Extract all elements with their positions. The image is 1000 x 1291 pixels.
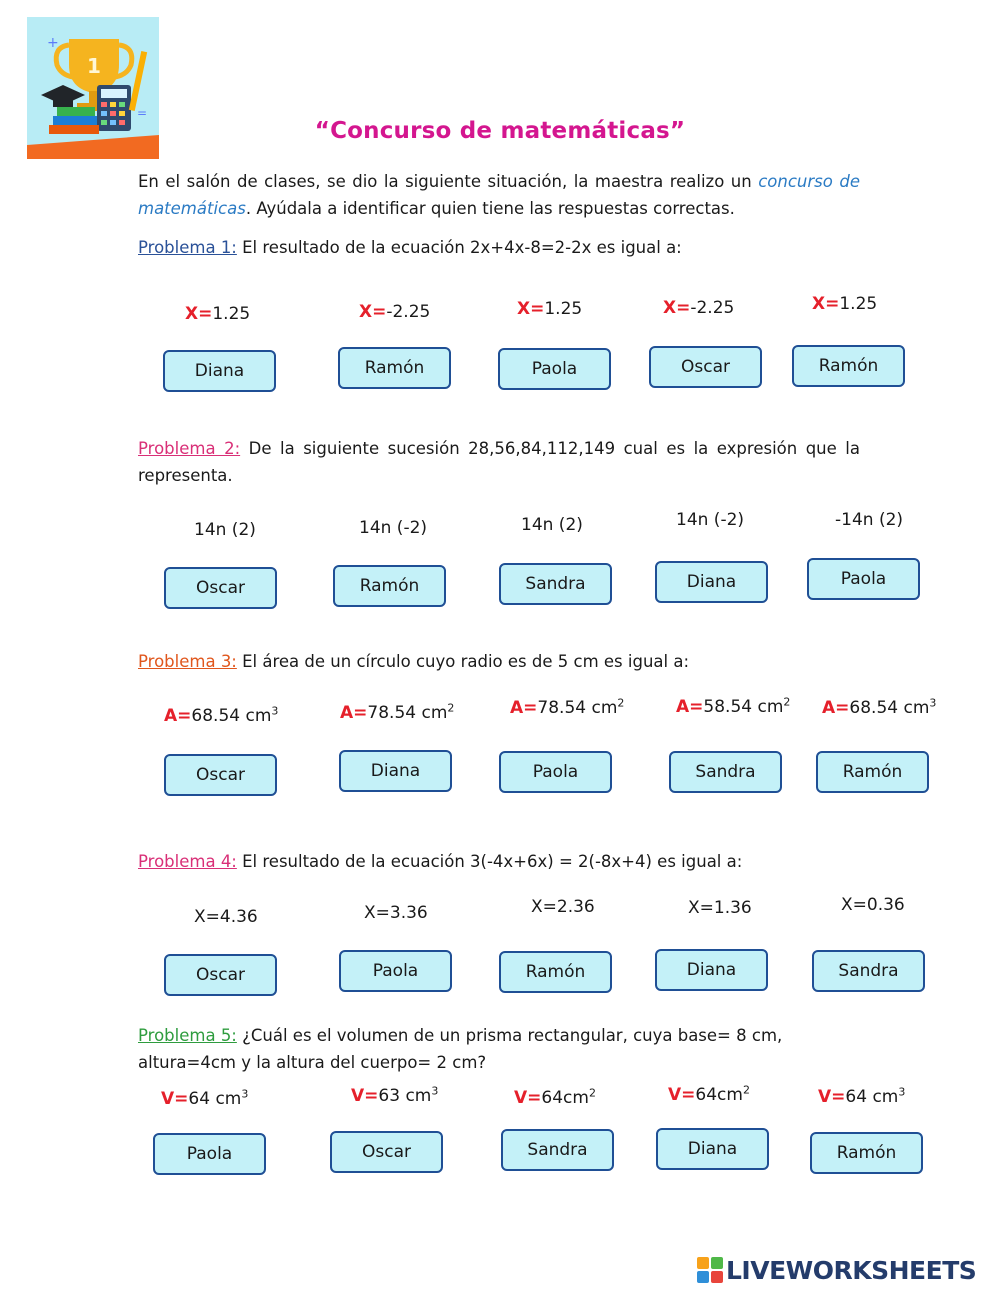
page-title: “Concurso de matemáticas” xyxy=(314,118,686,144)
answer-button-paola[interactable]: Paola xyxy=(498,348,611,390)
problem-1-statement xyxy=(138,234,860,261)
answer-button-ramon[interactable]: Ramón xyxy=(333,565,446,607)
problem-3-option: A=78.54 $cm^2$ xyxy=(510,696,625,718)
problem-2-statement xyxy=(138,435,860,489)
answer-button-ramon[interactable]: Ramón xyxy=(338,347,451,389)
problem-1-option: X=1.25 xyxy=(812,294,878,314)
answer-button-diana[interactable]: Diana xyxy=(655,949,768,991)
answer-button-diana[interactable]: Diana xyxy=(656,1128,769,1170)
problem-4-option: X=0.36 xyxy=(841,895,905,915)
problem-4-statement xyxy=(138,848,860,875)
svg-text:1: 1 xyxy=(87,54,101,78)
intro-text-end: . Ayúdala a identificar quien tiene las respuestas correctas. xyxy=(245,199,735,218)
problem-4-text: El resultado de la ecuación 3(-4x+6x) = 2(-8x+4) es igual a: xyxy=(236,852,743,871)
problem-5-statement xyxy=(138,1022,860,1076)
problem-3-option: A=78.54 $cm^2$ xyxy=(340,701,455,723)
answer-button-diana[interactable]: Diana xyxy=(163,350,276,392)
answer-button-ramon[interactable]: Ramón xyxy=(810,1132,923,1174)
problem-2-option: 14n (-2) xyxy=(676,510,745,530)
problem-1-option: X=1.25 xyxy=(517,299,583,319)
answer-button-oscar[interactable]: Oscar xyxy=(330,1131,443,1173)
problem-4-option: X=4.36 xyxy=(194,907,258,927)
answer-button-sandra[interactable]: Sandra xyxy=(501,1129,614,1171)
problem-1-option: X=1.25 xyxy=(185,304,251,324)
problem-5-option: $V=64cm^2$ xyxy=(514,1086,596,1108)
problem-2-option: 14n (2) xyxy=(194,520,256,540)
liveworksheets-brand xyxy=(697,1256,976,1284)
answer-button-paola[interactable]: Paola xyxy=(499,751,612,793)
intro-text: En el salón de clases, se dio la siguiente situación, la maestra realizo un xyxy=(138,172,759,191)
answer-button-oscar[interactable]: Oscar xyxy=(649,346,762,388)
problem-5-option: V=64 $cm^3$ xyxy=(818,1085,906,1107)
answer-button-diana[interactable]: Diana xyxy=(655,561,768,603)
problem-1-label: Problema 1: xyxy=(138,238,237,257)
answer-button-paola[interactable]: Paola xyxy=(153,1133,266,1175)
liveworksheets-wordmark: LIVEWORKSHEETS xyxy=(726,1255,977,1285)
problem-3-option: A=68.54 $cm^3$ xyxy=(822,696,937,718)
problem-3-statement xyxy=(138,648,860,675)
answer-button-sandra[interactable]: Sandra xyxy=(812,950,925,992)
problem-5-label: Problema 5: xyxy=(138,1026,237,1045)
problem-1-option: X=-2.25 xyxy=(359,302,431,322)
answer-button-paola[interactable]: Paola xyxy=(807,558,920,600)
problem-4-option: X=1.36 xyxy=(688,898,752,918)
intro-paragraph xyxy=(138,168,860,222)
problem-4-option: X=2.36 xyxy=(531,897,595,917)
problem-2-text: De la siguiente sucesión 28,56,84,112,149 cual es la expresión que la representa. xyxy=(138,439,860,485)
problem-3-option: A=68.54 $cm^3$ xyxy=(164,704,279,726)
answer-button-sandra[interactable]: Sandra xyxy=(669,751,782,793)
problem-2-option: 14n (2) xyxy=(521,515,583,535)
problem-3-label: Problema 3: xyxy=(138,652,237,671)
answer-button-sandra[interactable]: Sandra xyxy=(499,563,612,605)
intro-highlight: concurso de matemáticas xyxy=(138,172,860,218)
problem-5-text: ¿Cuál es el volumen de un prisma rectangular, cuya base= 8 cm, altura=4cm y la altura del cuerpo= 2 cm? xyxy=(138,1026,783,1072)
problem-1-option: X=-2.25 xyxy=(663,298,735,318)
problem-1-text: El resultado de la ecuación 2x+4x-8=2-2x es igual a: xyxy=(236,238,682,257)
svg-text:=: = xyxy=(137,106,148,120)
problem-3-option: A=58.54 $cm^2$ xyxy=(676,695,791,717)
answer-button-ramon[interactable]: Ramón xyxy=(499,951,612,993)
problem-5-option: V=64 $cm^3$ xyxy=(161,1087,249,1109)
answer-button-paola[interactable]: Paola xyxy=(339,950,452,992)
liveworksheets-logo-icon xyxy=(697,1257,723,1283)
answer-button-oscar[interactable]: Oscar xyxy=(164,954,277,996)
answer-button-ramon[interactable]: Ramón xyxy=(792,345,905,387)
answer-button-diana[interactable]: Diana xyxy=(339,750,452,792)
problem-2-option: 14n (-2) xyxy=(359,518,428,538)
problem-5-option: $V=64cm^2$ xyxy=(668,1083,750,1105)
problem-3-text: El área de un círculo cuyo radio es de 5 cm es igual a: xyxy=(236,652,690,671)
answer-button-oscar[interactable]: Oscar xyxy=(164,754,277,796)
problem-4-option: X=3.36 xyxy=(364,903,428,923)
problem-4-label: Problema 4: xyxy=(138,852,237,871)
problem-5-option: V=63 $cm^3$ xyxy=(351,1084,439,1106)
problem-2-option: -14n (2) xyxy=(835,510,904,530)
problem-2-label: Problema 2: xyxy=(138,439,241,458)
answer-button-ramon[interactable]: Ramón xyxy=(816,751,929,793)
svg-text:+: + xyxy=(47,35,59,51)
answer-button-oscar[interactable]: Oscar xyxy=(164,567,277,609)
